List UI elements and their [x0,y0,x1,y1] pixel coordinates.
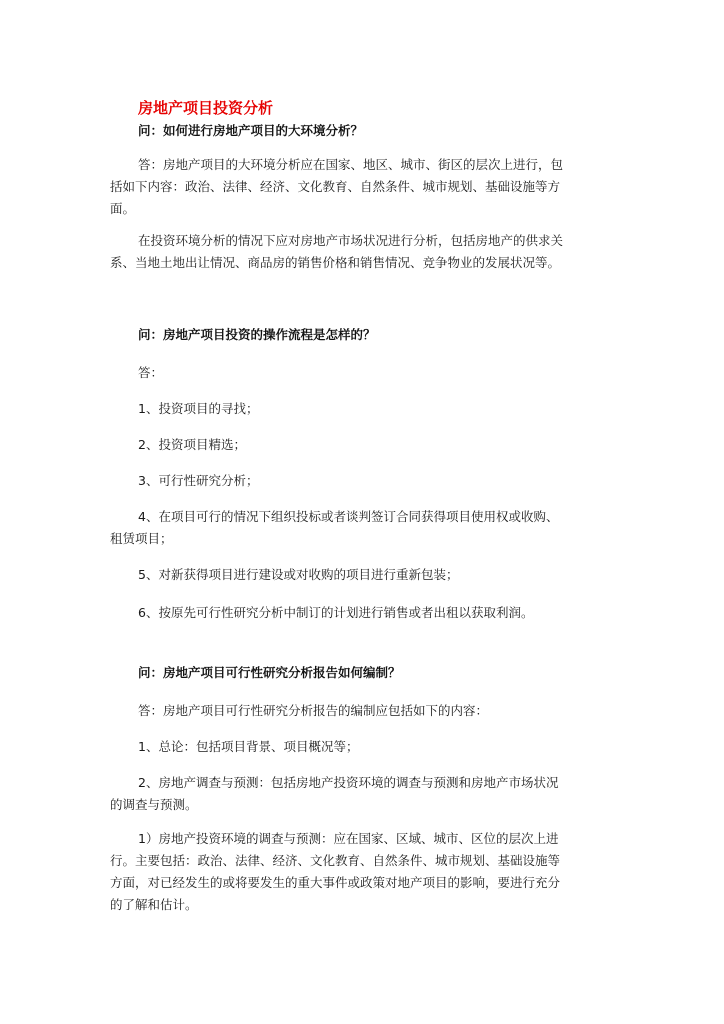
answer-3-item-3 [110,828,620,916]
answer-1-line: 括如下内容：政治、法律、经济、文化教育、自然条件、城市规划、基础设施等方 [110,179,561,194]
step-item: 6、按原先可行性研究分析中制订的计划进行销售或者出租以获取利润。 [138,605,534,620]
step-item: 2、投资项目精选； [138,437,246,452]
question-2 [110,324,620,346]
question-1-text: 问：如何进行房地产项目的大环境分析？ [138,123,364,138]
step-item: 5、对新获得项目进行建设或对收购的项目进行重新包装； [138,567,459,582]
answer-1-paragraph [110,154,620,220]
answer-1-p2-line: 系、当地土地出让情况、商品房的销售价格和销售情况、竞争物业的发展状况等。 [110,255,561,270]
answer-3-intro: 答：房地产项目可行性研究分析报告的编制应包括如下的内容： [138,703,489,718]
answer-1-line: 答：房地产项目的大环境分析应在国家、地区、城市、街区的层次上进行，包 [138,157,564,172]
item-3-line: 1）房地产投资环境的调查与预测：应在国家、区域、城市、区位的层次上进 [138,831,559,846]
answer-2-label: 答： [138,365,164,380]
answer-3-item-2 [110,772,620,816]
step-line: 4、在项目可行的情况下组织投标或者谈判签订合同获得项目使用权或收购、 [138,509,559,524]
document-title: 房地产项目投资分析 [138,99,274,117]
step-item: 3、可行性研究分析； [138,473,259,488]
question-1 [110,120,620,142]
answer-3-item-1: 1、总论：包括项目背景、项目概况等； [138,739,359,754]
question-3 [110,662,620,684]
step-item-4 [110,506,620,550]
item-3-line: 行。主要包括：政治、法律、经济、文化教育、自然条件、城市规划、基础设施等 [110,853,561,868]
item-2-line: 2、房地产调查与预测：包括房地产投资环境的调查与预测和房地产市场状况 [138,775,559,790]
answer-1-p2-line: 在投资环境分析的情况下应对房地产市场状况进行分析，包括房地产的供求关 [138,233,564,248]
item-3-line: 的了解和估计。 [110,897,198,912]
answer-1-line: 面。 [110,201,136,216]
question-2-text: 问：房地产项目投资的操作流程是怎样的？ [138,327,376,342]
step-item: 1、投资项目的寻找； [138,401,259,416]
item-3-line: 方面，对已经发生的或将要发生的重大事件或政策对地产项目的影响，要进行充分 [110,875,561,890]
question-3-text: 问：房地产项目可行性研究分析报告如何编制？ [138,665,401,680]
answer-1-paragraph-2 [110,230,620,274]
step-line: 租赁项目； [110,531,173,546]
item-2-line: 的调查与预测。 [110,797,198,812]
